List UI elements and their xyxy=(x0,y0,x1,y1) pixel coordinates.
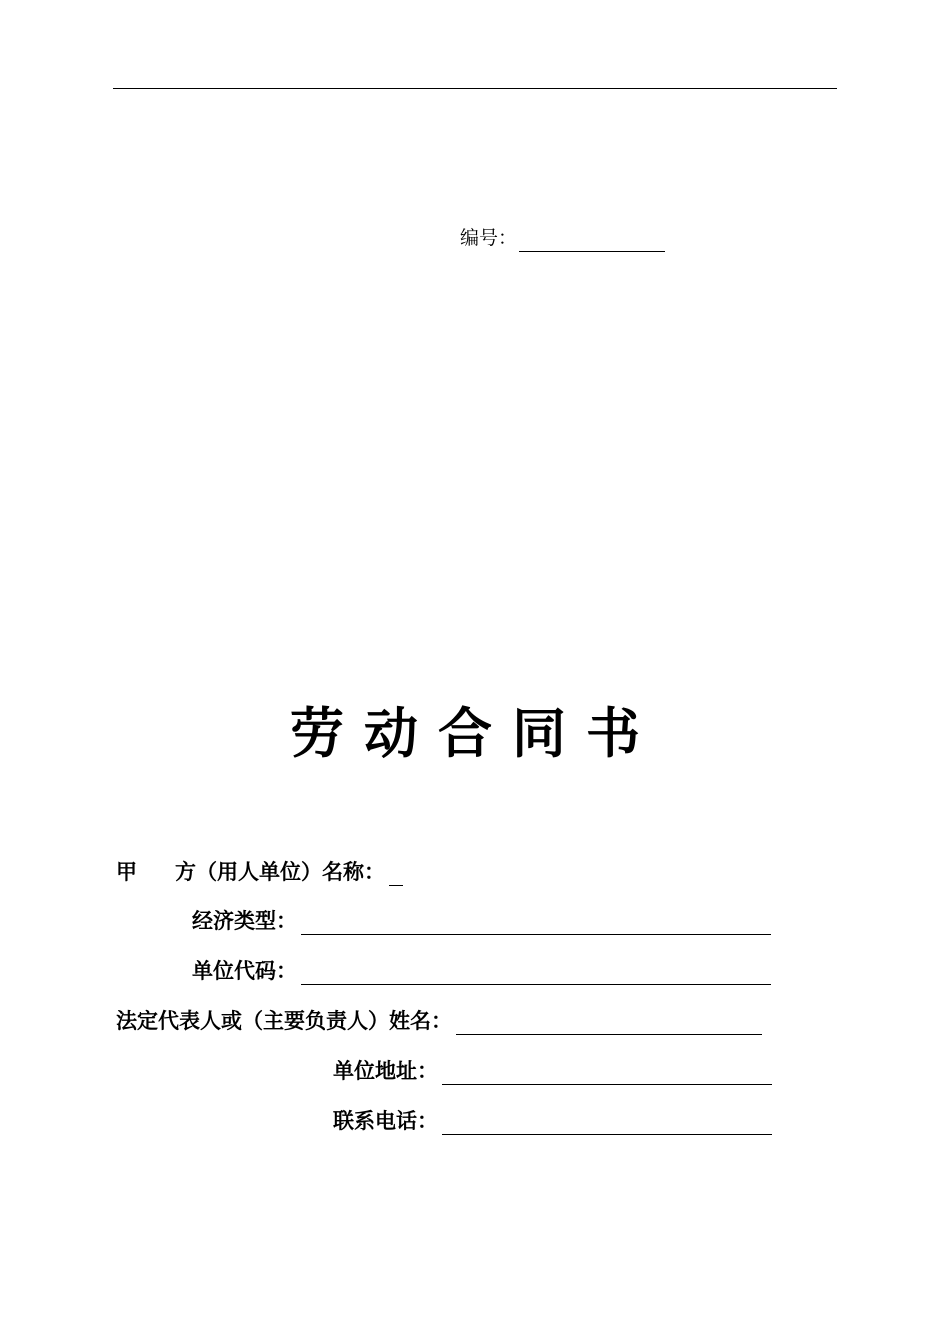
unit-code-label: 单位代码： xyxy=(192,958,297,983)
unit-code-blank[interactable] xyxy=(301,962,771,985)
party-a-prefix: 甲 xyxy=(116,859,137,884)
contact-phone-label: 联系电话： xyxy=(333,1108,438,1133)
serial-number-blank[interactable] xyxy=(519,229,665,252)
serial-number-label: 编号： xyxy=(460,227,518,249)
party-a-name-label: 方（用人单位）名称： xyxy=(175,859,385,884)
serial-number-field xyxy=(460,224,665,252)
contact-phone-field xyxy=(333,1107,772,1135)
legal-representative-field xyxy=(116,1007,762,1035)
header-rule xyxy=(113,88,837,89)
legal-representative-blank[interactable] xyxy=(456,1012,762,1035)
unit-address-label: 单位地址： xyxy=(333,1058,438,1083)
economic-type-blank[interactable] xyxy=(301,912,771,935)
document-title: 劳动合同书 xyxy=(290,701,660,765)
party-a-name-blank[interactable] xyxy=(389,863,403,886)
unit-address-field xyxy=(333,1057,772,1085)
party-a-name-field xyxy=(116,858,403,886)
unit-code-field xyxy=(192,957,771,985)
contact-phone-blank[interactable] xyxy=(442,1112,772,1135)
unit-address-blank[interactable] xyxy=(442,1062,772,1085)
economic-type-label: 经济类型： xyxy=(192,908,297,933)
legal-representative-label: 法定代表人或（主要负责人）姓名： xyxy=(116,1008,452,1033)
economic-type-field xyxy=(192,907,771,935)
